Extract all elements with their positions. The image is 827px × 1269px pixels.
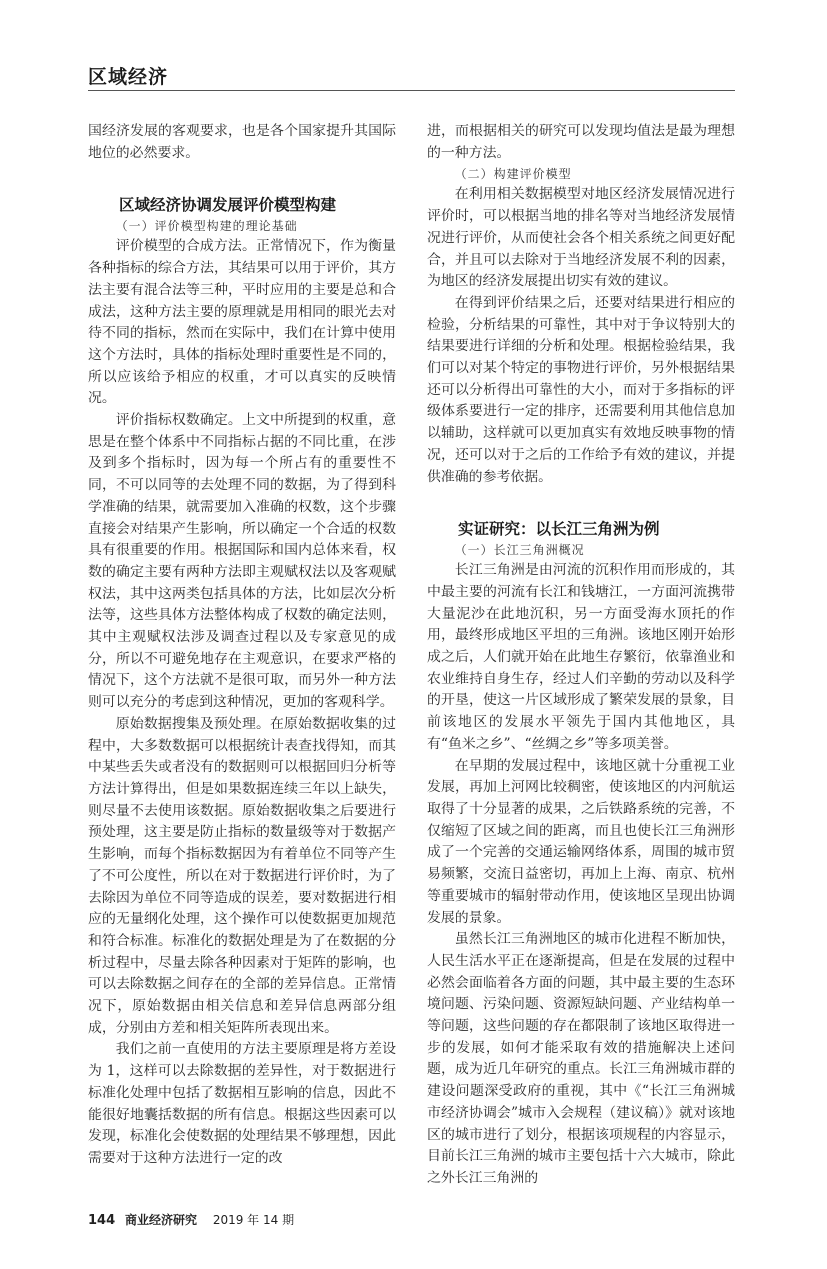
paragraph: 评价指标权数确定。上文中所提到的权重，意思是在整个体系中不同指标占据的不同比重，在涉及到多个指标时，因为每一个所占有的重要性不同，不可以同等的去处理不同的数据，为了得到科学准确的结果，就需要加入准确的权数，这个步骤直接会对结果产生影响，所以确定一个合适的权数具有很重要的作用。根据国际和国内总体来看，权数的确定主要有两种方法即主观赋权法以及客观赋权法，其中这两类包括具体的方法，比如层次分析法等，这些具体方法整体构成了权数的确定法则，其中主观赋权法涉及调查过程以及专家意见的成分，所以不可避免地存在主观意识，在要求严格的情况下，这个方法就不是很可取，而另外一种方法则可以充分的考虑到这种情况，更加的客观科学。	[88, 412, 396, 711]
journal-name: 商业经济研究	[124, 1212, 197, 1227]
left-column	[88, 121, 396, 1170]
section-heading: 区域经济协调发展评价模型构建	[119, 196, 337, 215]
running-head-section: 区域经济	[88, 66, 169, 88]
paragraph: 我们之前一直使用的方法主要原理是将方差设为 1，这样可以去除数据的差异性，对于数据进行标准化处理中包括了数据相互影响的信息，因此不能很好地囊括数据的所有信息。根据这些因素可以发现，标准化会使数据的处理结果不够理想，因此需要对于这种方法进行一定的改	[88, 1041, 396, 1166]
issue-label: 2019 年 14 期	[212, 1212, 295, 1227]
paragraph: 进，而根据相关的研究可以发现均值法是最为理想的一种方法。	[427, 123, 735, 161]
paragraph: 虽然长江三角洲地区的城市化进程不断加快，人民生活水平正在逐渐提高，但是在发展的过程中必然会面临着各方面的问题，其中最主要的生态环境问题、污染问题、资源短缺问题、产业结构单一等问题，这些问题的存在都限制了该地区取得进一步的发展，如何才能采取有效的措施解决上述问题，成为近几年研究的重点。长江三角洲城市群的建设问题深受政府的重视，其中《“长江三角洲城市经济协调会”城市入会规程（建议稿）》就对该地区的城市进行了划分，根据该项规程的内容显示，目前长江三角洲的城市主要包括十六大城市，除此之外长江三角洲的	[427, 931, 735, 1186]
paragraph: 在得到评价结果之后，还要对结果进行相应的检验，分析结果的可靠性，其中对于争议特别大的结果要进行详细的分析和处理。根据检验结果，我们可以对某个特定的事物进行评价，另外根据结果还可以分析得出可靠性的大小，而对于多指标的评级体系要进行一定的排序，还需要利用其他信息加以辅助，这样就可以更加真实有效地反映事物的情况，还可以对于之后的工作给予有效的建议，并提供准确的参考依据。	[427, 294, 735, 485]
paragraph: 国经济发展的客观要求，也是各个国家提升其国际地位的必然要求。	[88, 123, 396, 161]
page-footer	[88, 1212, 735, 1229]
section-heading: 实证研究：以长江三角洲为例	[458, 520, 660, 539]
paragraph: 评价模型的合成方法。正常情况下，作为衡量各种指标的综合方法，其结果可以用于评价，其方法主要有混合法等三种，平时应用的主要是总和合成法，这种方法主要的原理就是用相同的眼光去对待不同的指标，然而在实际中，我们在计算中使用这个方法时，具体的指标处理时重要性是不同的，所以应该给予相应的权重，才可以真实的反映情况。	[88, 238, 396, 407]
header-rule	[88, 90, 735, 91]
subsection-heading: （二）构建评价模型	[454, 167, 572, 182]
paragraph: 长江三角洲是由河流的沉积作用而形成的，其中最主要的河流有长江和钱塘江，一方面河流携带大量泥沙在此地沉积，另一方面受海水顶托的作用，最终形成地区平坦的三角洲。该地区刚开始形成之后，人们就开始在此地生存繁衍，依靠渔业和农业维持自身生存，经过人们辛勤的劳动以及科学的开垦，使这一片区域形成了繁荣发展的景象，目前该地区的发展水平领先于国内其他地区，具有“鱼米之乡”、“丝绸之乡”等多项美誉。	[427, 562, 735, 752]
page-number: 144	[88, 1212, 116, 1228]
paragraph: 原始数据搜集及预处理。在原始数据收集的过程中，大多数数据可以根据统计表查找得知，而其中某些丢失或者没有的数据则可以根据回归分析等方法计算得出，但是如果数据连续三年以上缺失，则尽量不去使用该数据。原始数据收集之后要进行预处理，这主要是防止指标的数量级等对于数据产生影响，而每个指标数据因为有着单位不同等产生了不可公度性，所以在对于数据进行评价时，为了去除因为单位不同等造成的误差，要对数据进行相应的无量纲化处理，这个操作可以使数据更加规范和符合标准。标准化的数据处理是为了在数据的分析过程中，尽量去除各种因素对于矩阵的影响，也可以去除数据之间存在的全部的差异信息。正常情况下，原始数据由相关信息和差异信息两部分组成，分别由方差和相关矩阵所表现出来。	[88, 715, 396, 1036]
subsection-heading: （一）长江三角洲概况	[454, 543, 585, 558]
right-column	[427, 121, 735, 1190]
subsection-heading: （一）评价模型构建的理论基础	[115, 219, 298, 234]
article-body	[88, 121, 735, 1190]
paragraph: 在利用相关数据模型对地区经济发展情况进行评价时，可以根据当地的排名等对当地经济发展情况进行评价，从而使社会各个相关系统之间更好配合，并且可以去除对于当地经济发展不利的因素，为地区的经济发展提出切实有效的建议。	[427, 186, 735, 290]
paragraph: 在早期的发展过程中，该地区就十分重视工业发展，再加上河网比较稠密，使该地区的内河航运取得了十分显著的成果，之后铁路系统的完善，不仅缩短了区域之间的距离，而且也使长江三角洲形成了一个完善的交通运输网络体系，周围的城市贸易频繁，交流日益密切，再加上上海、南京、杭州等重要城市的辐射带动作用，使该地区呈现出协调发展的景象。	[427, 757, 735, 926]
